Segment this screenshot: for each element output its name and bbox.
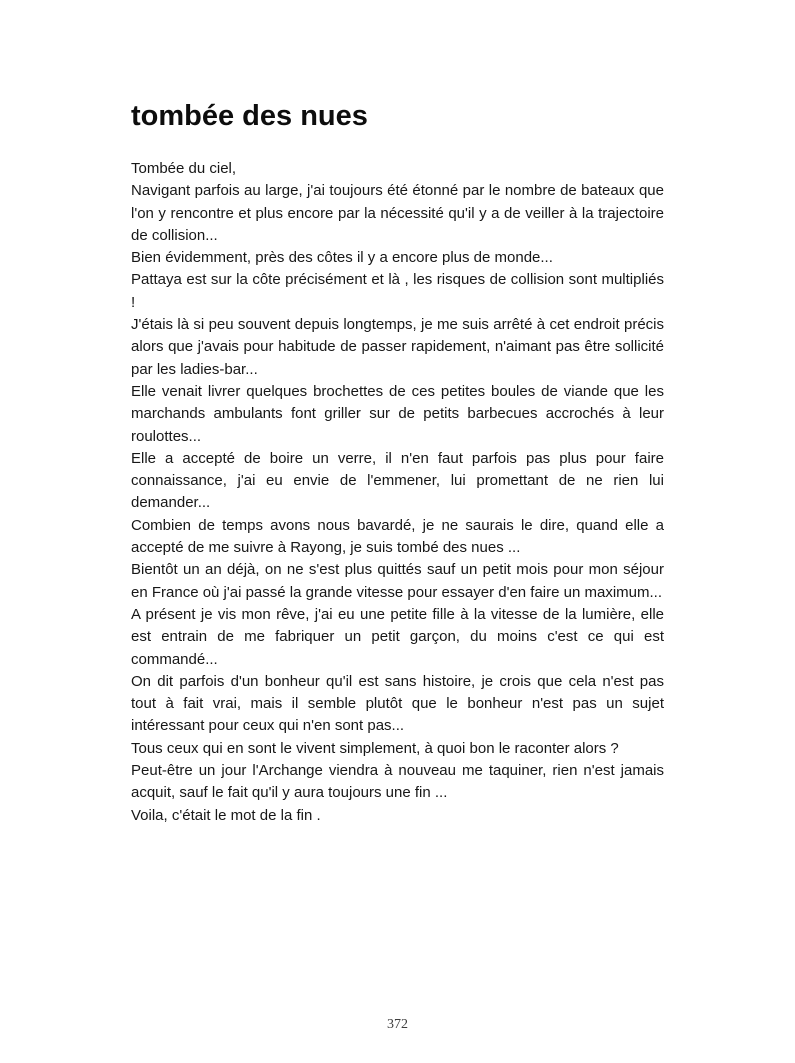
paragraph: J'étais là si peu souvent depuis longtemps, je me suis arrêté à cet endroit précis alors que j'avais pour habitude de passer rapidement, n'aimant pas être sollicité par les ladies-bar... — [131, 316, 664, 378]
paragraph: Combien de temps avons nous bavardé, je ne saurais le dire, quand elle a accepté de me suivre à Rayong, je suis tombé des nues ... — [131, 516, 664, 557]
document-title: tombée des nues — [131, 100, 368, 132]
paragraph: Navigant parfois au large, j'ai toujours été étonné par le nombre de bateaux que l'on y rencontre et plus encore par la nécessité qu'il y a de veiller à la trajectoire de collision... — [131, 182, 664, 244]
text-block — [131, 99, 664, 827]
paragraph: On dit parfois d'un bonheur qu'il est sans histoire, je crois que cela n'est pas tout à fait vrai, mais il semble plutôt que le bonheur n'est pas un sujet intéressant pour ceux qui n'en sont pas... — [131, 672, 664, 735]
paragraph: Elle a accepté de boire un verre, il n'en faut parfois pas plus pour faire connaissance, j'ai eu envie de l'emmener, lui promettant de ne rien lui demander... — [131, 449, 664, 512]
paragraph: Bien évidemment, près des côtes il y a encore plus de monde... — [131, 249, 553, 267]
paragraph: Tombée du ciel, — [131, 160, 237, 177]
page-number: 372 — [387, 1017, 408, 1032]
paragraph: Bientôt un an déjà, on ne s'est plus quittés sauf un petit mois pour mon séjour en France où j'ai passé la grande vitesse pour essayer d'en faire un maximum... — [131, 561, 664, 601]
paragraph: Pattaya est sur la côte précisément et là , les risques de collision sont multipliés ! — [131, 271, 664, 311]
paragraph: Elle venait livrer quelques brochettes de ces petites boules de viande que les marchands ambulants font griller sur de petits barbecues accrochés à leur roulottes... — [131, 382, 664, 445]
paragraph: A présent je vis mon rêve, j'ai eu une petite fille à la vitesse de la lumière, elle est entrain de me fabriquer un petit garçon, du moins c'est ce qui est commandé... — [131, 605, 664, 668]
paragraph: Tous ceux qui en sont le vivent simplement, à quoi bon le raconter alors ? — [131, 739, 619, 757]
paragraph: Voila, c'était le mot de la fin . — [131, 806, 321, 824]
paragraph: Peut-être un jour l'Archange viendra à nouveau me taquiner, rien n'est jamais acquit, sauf le fait qu'il y aura toujours une fin ... — [131, 762, 664, 802]
